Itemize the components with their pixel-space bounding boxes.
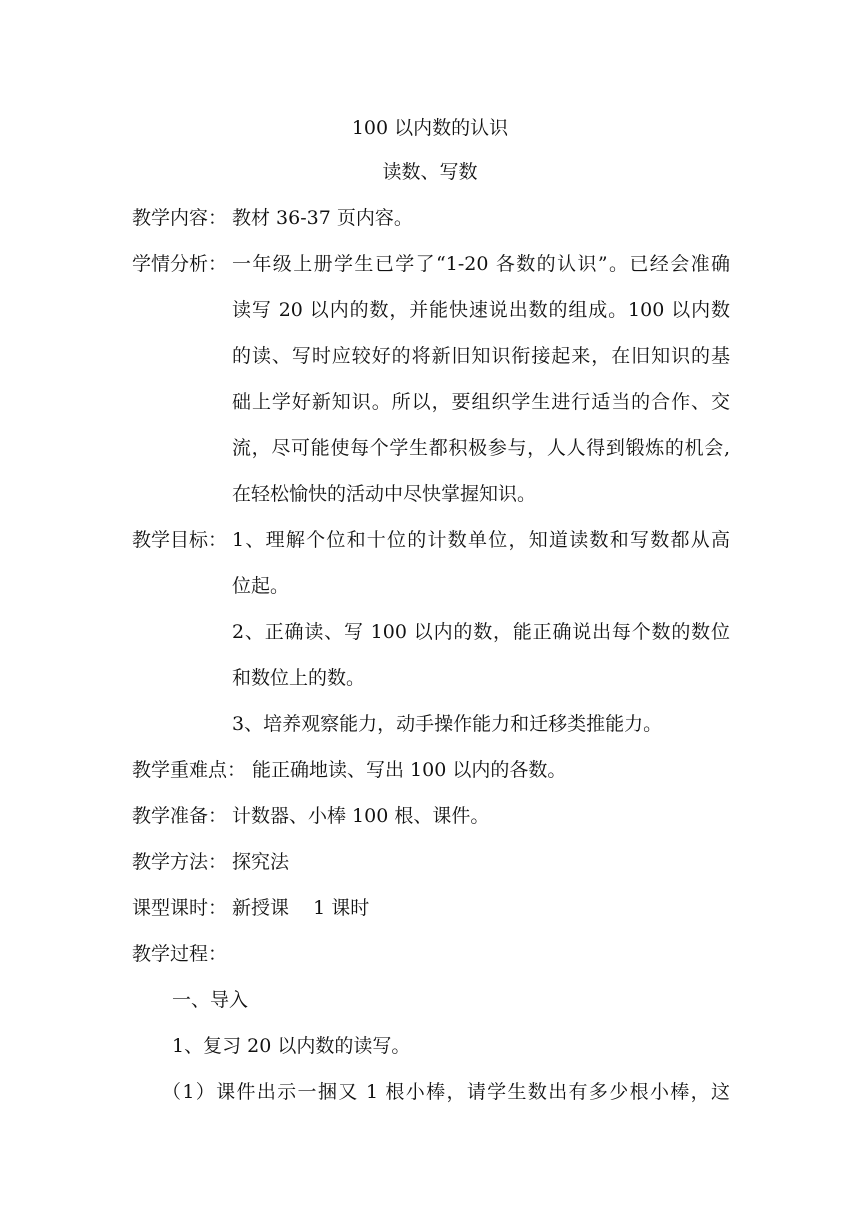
goals-line: 和数位上的数。 [232, 667, 366, 689]
analysis-line: 在轻松愉快的活动中尽快掌握知识。 [232, 483, 537, 505]
analysis-line: 读写 20 以内的数，并能快速说出数的组成。100 以内数 [232, 299, 730, 321]
preparation-label: 教学准备： [132, 805, 228, 827]
preparation-text: 计数器、小棒 100 根、课件。 [232, 805, 490, 827]
method-label: 教学方法： [132, 851, 228, 873]
document-subtitle: 读数、写数 [382, 161, 478, 183]
key-points-text: 能正确地读、写出 100 以内的各数。 [252, 759, 567, 781]
key-points-label: 教学重难点： [132, 759, 247, 781]
goals-line: 3、培养观察能力，动手操作能力和迁移类推能力。 [232, 713, 663, 735]
goals-line: 位起。 [232, 575, 290, 597]
analysis-line: 一年级上册学生已学了“1-20 各数的认识”。已经会准确 [232, 253, 730, 275]
analysis-line: 础上学好新知识。所以，要组织学生进行适当的合作、交 [232, 391, 730, 413]
process-item: 1、复习 20 以内数的读写。 [172, 1035, 411, 1057]
content-label: 教学内容： [132, 207, 228, 229]
analysis-line: 流，尽可能使每个学生都积极参与，人人得到锻炼的机会, [232, 437, 730, 459]
lesson-type-label: 课型课时： [132, 897, 228, 919]
analysis-label: 学情分析： [132, 253, 228, 275]
document-title: 100 以内数的认识 [351, 117, 509, 139]
method-text: 探究法 [232, 851, 290, 873]
goals-line: 2、正确读、写 100 以内的数，能正确说出每个数的数位 [232, 621, 730, 643]
process-section-heading: 一、导入 [172, 989, 249, 1011]
process-label: 教学过程： [132, 943, 228, 965]
process-subitem: （1）课件出示一捆又 1 根小棒，请学生数出有多少根小棒，这 [162, 1081, 730, 1103]
lesson-type-text: 新授课 1 课时 [232, 897, 370, 919]
analysis-line: 的读、写时应较好的将新旧知识衔接起来，在旧知识的基 [232, 345, 730, 367]
goals-line: 1、理解个位和十位的计数单位，知道读数和写数都从高 [232, 529, 730, 551]
goals-label: 教学目标： [132, 529, 228, 551]
content-text: 教材 36-37 页内容。 [232, 207, 413, 229]
